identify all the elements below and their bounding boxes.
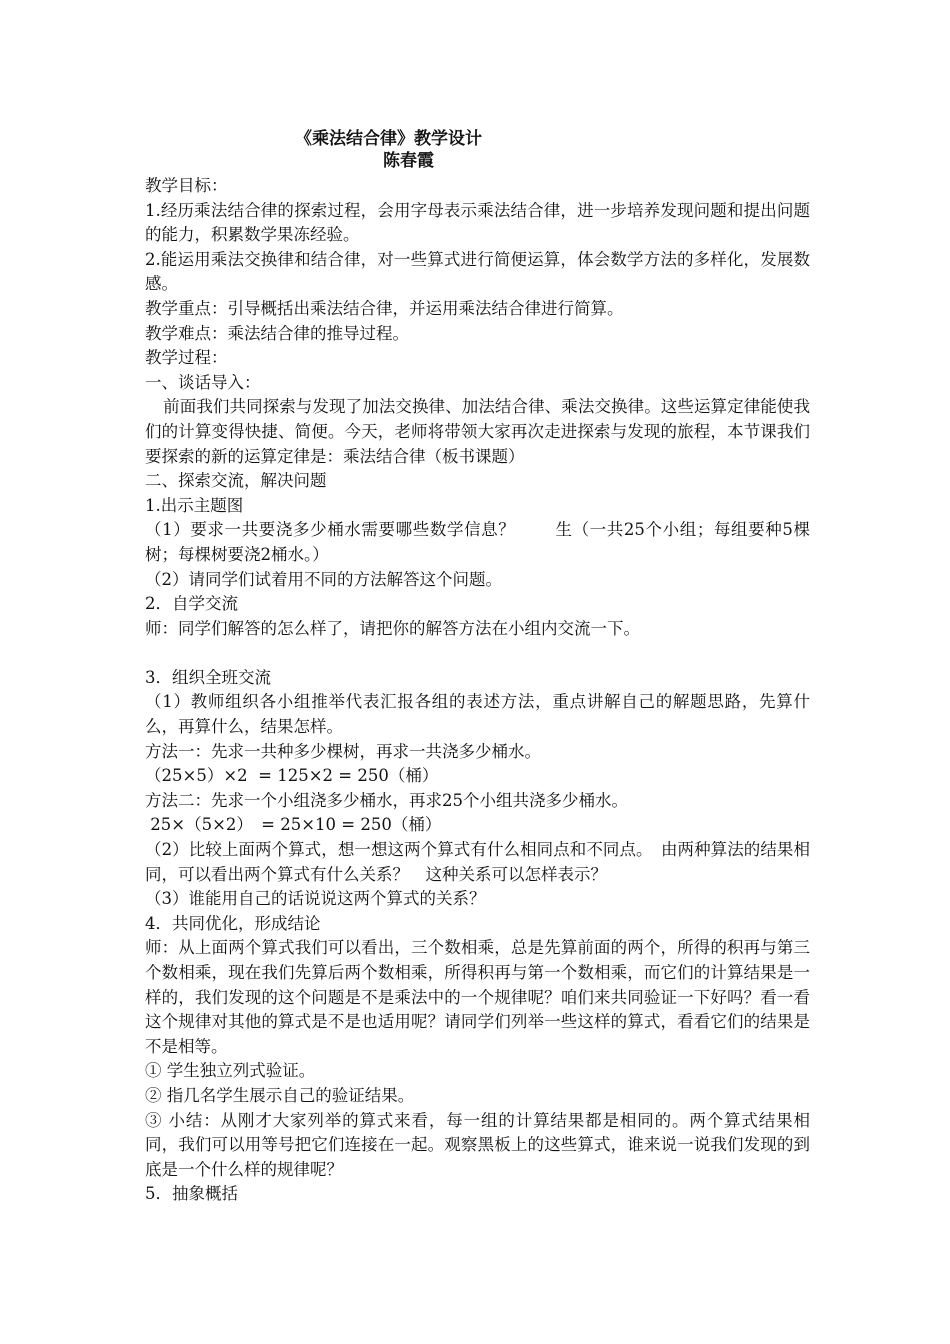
objective-2: 2.能运用乘法交换律和结合律，对一些算式进行简便运算，体会数学方法的多样化，发展数感。	[145, 249, 810, 294]
part-2-heading: 二、探索交流，解决问题	[145, 471, 327, 491]
method-1-formula: （25×5）×2 = 125×2 = 250（桶）	[145, 766, 439, 786]
step-1-heading: 1.出示主题图	[145, 495, 244, 515]
method-1-text: 方法一：先求一共种多少棵树，再求一共浇多少桶水。	[145, 741, 541, 761]
class-exchange-3: （3）谁能用自己的话说说这两个算式的关系？	[145, 889, 486, 909]
class-exchange-1: （1）教师组织各小组推举代表汇报各组的表述方法，重点讲解自己的解题思路，先算什么，再算什么，结果怎样。	[145, 692, 810, 737]
step-5-heading: 5．抽象概括	[145, 1184, 238, 1204]
teacher-prompt-exchange: 师：同学们解答的怎么样了，请把你的解答方法在小组内交流一下。	[145, 618, 640, 638]
class-exchange-2: （2）比较上面两个算式，想一想这两个算式有什么相同点和不同点。 由两种算法的结果相同，可以看出两个算式有什么关系？ 这种关系可以怎样表示？	[145, 840, 810, 884]
step-3-heading: 3．组织全班交流	[145, 667, 271, 687]
question-1: （1）要求一共要浇多少桶水需要哪些数学信息？ 生（一共25个小组；每组要种5棵树；每棵树要浇2桶水。）	[145, 520, 810, 564]
document-title: 《乘法结合律》教学设计	[295, 129, 482, 149]
question-2: （2）请同学们试着用不同的方法解答这个问题。	[145, 569, 502, 589]
section-heading-objectives: 教学目标：	[145, 176, 228, 195]
teaching-difficulty: 教学难点：乘法结合律的推导过程。	[145, 323, 409, 343]
step-4-heading: 4．共同优化，形成结论	[145, 913, 321, 933]
method-2-formula: 25×（5×2） = 25×10 = 250（桶）	[145, 815, 442, 835]
step-2-heading: 2．自学交流	[145, 594, 238, 614]
blank-line	[145, 641, 810, 666]
objective-1: 1.经历乘法结合律的探索过程，会用字母表示乘法结合律，进一步培养发现问题和提出问题的能力，积累数学果冻经验。	[145, 200, 810, 245]
teacher-conclusion-paragraph: 师：从上面两个算式我们可以看出，三个数相乘，总是先算前面的两个，所得的积再与第三个数相乘，现在我们先算后两个数相乘，所得积再与第一个数相乘，而它们的计算结果是一样的，我们发现的这个问题是不是乘法中的一个规律呢？咱们来共同验证一下好吗？看一看这个规律对其他的算式是不是也适用呢？请同学们列举一些这样的算式，看看它们的结果是不是相等。	[145, 938, 810, 1056]
method-2-text: 方法二：先求一个小组浇多少桶水，再求25个小组共浇多少桶水。	[145, 790, 628, 810]
verify-item-2: ② 指几名学生展示自己的验证结果。	[145, 1085, 415, 1105]
section-heading-process: 教学过程：	[145, 348, 228, 368]
document-page	[145, 128, 810, 1207]
intro-paragraph: 前面我们共同探索与发现了加法交换律、加法结合律、乘法交换律。这些运算定律能使我们的计算变得快捷、简便。今天，老师将带领大家再次走进探索与发现的旅程，本节课我们要探索的新的运算定律是：乘法结合律（板书课题）	[145, 397, 810, 466]
verify-item-3: ③ 小结：从刚才大家列举的算式来看，每一组的计算结果都是相同的。两个算式结果相同，我们可以用等号把它们连接在一起。观察黑板上的这些算式，谁来说一说我们发现的到底是一个什么样的规律呢？	[145, 1110, 810, 1179]
part-1-heading: 一、谈话导入：	[145, 372, 261, 392]
teaching-key-point: 教学重点：引导概括出乘法结合律，并运用乘法结合律进行简算。	[145, 298, 624, 318]
document-author: 陈春霞	[383, 151, 434, 171]
verify-item-1: ① 学生独立列式验证。	[145, 1061, 316, 1081]
